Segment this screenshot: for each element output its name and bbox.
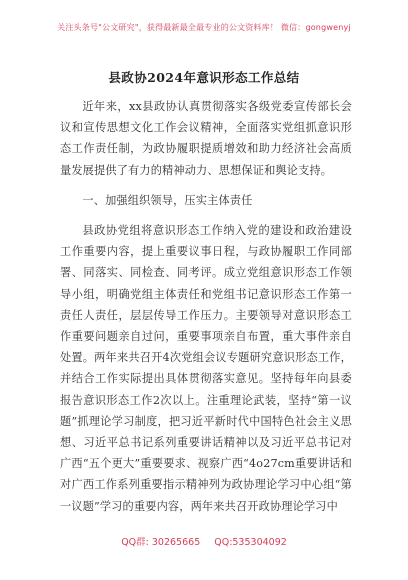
intro-paragraph: 近年来，xx县政协认真贯彻落实各级党委宣传部长会议和宣传思想文化工作会议精神，全面落实党组抓意识形态工作责任制，为政协履职提质增效和助力经济社会高质量发展提供了有力的精神动力、思想保证和舆论支持。: [60, 100, 352, 177]
document-body: [60, 96, 352, 517]
footer-qq-group: QQ群: 30265665: [121, 537, 201, 548]
document-title: 县政协2024年意识形态工作总结: [108, 70, 300, 85]
footer-qq: QQ:535304092: [214, 537, 287, 548]
footer-contact: [0, 534, 408, 548]
body-paragraph: 县政协党组将意识形态工作纳入党的建设和政治建设工作重要内容，提上重要议事日程，与政协履职工作同部署、同落实、同检查、同考评。成立党组意识形态工作领导小组，明确党组主体责任和党组书记意识形态工作第一责任人责任，层层传导工作压力。主要领导对意识形态工作重要问题亲自过问，重要事项亲自布置，重大事件亲自处置。两年来共召开4次党组会议专题研究意识形态工作，并结合工作实际提出具体贯彻落实意见。坚持每年向县委报告意识形态工作2次以上。注重理论武装，坚持“第一议题”抓理论学习制度，把习近平新时代中国特色社会主义思想、习近平总书记系列重要讲话精神以及习近平总书记对广西“五个更大”重要要求、视察广西“4o27cm重要讲话和对广西工作系列重要指示精神列为政协理论学习中心组“第一议题”学习的重要内容，两年来共召开政协理论学习中: [60, 224, 352, 513]
section-heading: 一、加强组织领导，压实主体责任: [82, 193, 253, 207]
top-banner: 关注头条号"公文研究"，获得最新最全最专业的公文资料库！ 微信：gongwenyj: [57, 23, 351, 32]
